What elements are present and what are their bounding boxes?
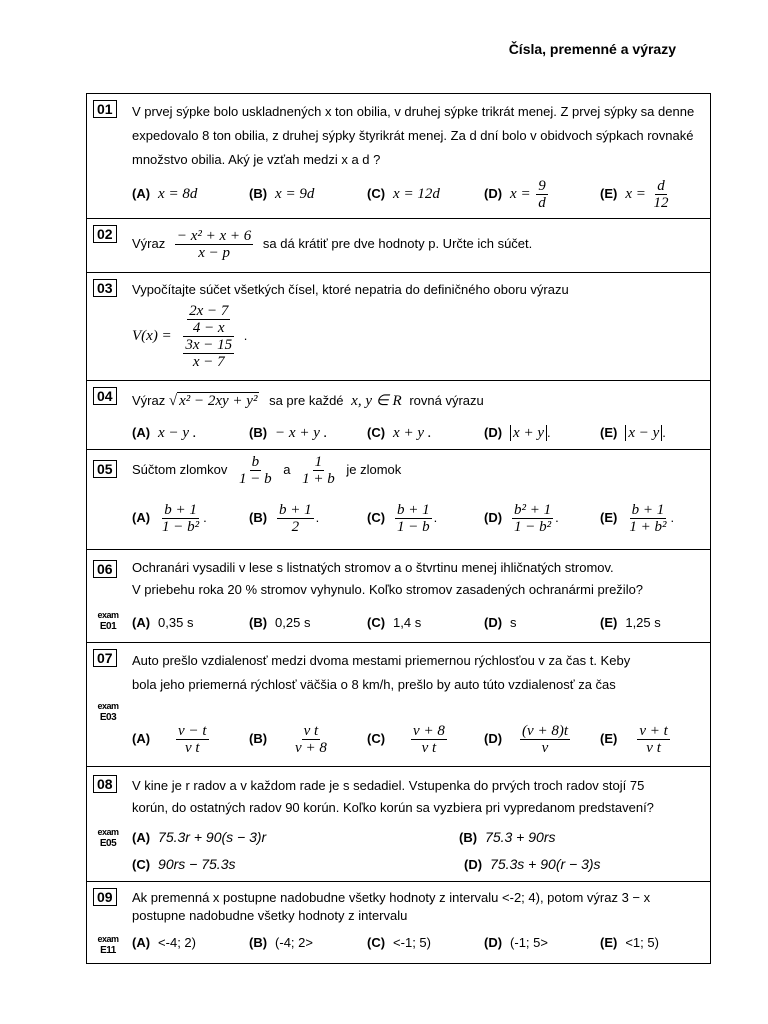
- problem-09: [87, 882, 710, 963]
- answer-a[interactable]: (A) 75.3r + 90(s − 3)r: [132, 829, 267, 845]
- problem-text: Výraz $\frac{\text{− x² + x + 6}}{x - p}$ sa dá krátiť pre dve hodnoty p. Určte ich súčet.: [132, 228, 533, 261]
- problem-number: 02: [93, 225, 117, 243]
- answer-c[interactable]: (C) x + y .: [367, 425, 432, 441]
- answer-e[interactable]: (E) $\frac{v + t}{\text{v t}}$: [600, 723, 668, 756]
- problem-number: 07: [93, 649, 117, 667]
- answer-b[interactable]: (B) 0,25 s: [249, 615, 311, 630]
- problem-text: Ochranári vysadili v lese s listnatých stromov a o štvrtinu menej ihličnatých stromov. V priebehu roka 20 % stromov vyhynulo. Koľko stromov zasadených ochranármi prežilo?: [132, 560, 644, 597]
- exam-tag: exam E03: [97, 701, 119, 723]
- answer-d[interactable]: (D) 75.3s + 90(r − 3)s: [464, 856, 601, 872]
- problem-number: 05: [93, 460, 117, 478]
- problem-text: Výraz √ x² − 2xy + y² sa pre každé x, y ∈ R rovná výrazu: [132, 393, 484, 409]
- answer-a[interactable]: (A) <-4; 2): [132, 935, 196, 950]
- problem-text: Vypočítajte súčet všetkých čísel, ktoré nepatria do definičného oboru výrazu: [132, 282, 569, 297]
- exam-tag: exam E01: [97, 610, 119, 632]
- answer-c[interactable]: (C) x = 12d: [367, 186, 440, 202]
- answer-a[interactable]: (A) x = 8d: [132, 186, 198, 202]
- answer-a[interactable]: (A) $\frac{v - t}{\text{v t}}$: [132, 723, 207, 756]
- problem-08: [87, 767, 710, 882]
- problem-number: 06: [93, 560, 117, 578]
- answer-d[interactable]: (D) (-1; 5>: [484, 935, 548, 950]
- problem-text: Auto prešlo vzdialenosť medzi dvoma mestami priemernou rýchlosťou v za čas t. Keby bola jeho priemerná rýchlosť väčšia o 8 km/h, prešlo by auto túto vzdialenosť za čas: [132, 653, 631, 692]
- answer-a[interactable]: (A) 0,35 s: [132, 615, 194, 630]
- problem-number: 09: [93, 888, 117, 906]
- problem-05: [87, 450, 710, 550]
- problem-04: [87, 381, 710, 450]
- answer-b[interactable]: (B) $\frac{b + 1}{2}$ .: [249, 502, 320, 535]
- problem-text: V prvej sýpke bolo uskladnených x ton obilia, v druhej sýpke trikrát menej. Z prvej sýpky sa denne expedovalo 8 ton obilia, z druhej sýpky štyrikrát menej. Za d dní bolo v obidvoch sýpkach rovnaké množstvo obilia. Aký je vzťah medzi x a d ?: [132, 104, 695, 167]
- problem-text: V kine je r radov a v každom rade je s sedadiel. Vstupenka do prvých troch radov stojí 75 korún, do ostatných radov 90 korún. Koľko korún sa vyzbiera pri vypredanom predstavení?: [132, 778, 654, 815]
- answer-b[interactable]: (B) 75.3 + 90rs: [459, 829, 556, 845]
- problem-sheet: [86, 93, 711, 964]
- problem-text: Súčtom zlomkov $\frac{b}{1 - b}$ a $\frac{1}{1 + b}$ je zlomok: [132, 454, 402, 487]
- answer-d[interactable]: (D) x + y .: [484, 425, 551, 441]
- answer-d[interactable]: (D) s: [484, 615, 517, 630]
- answer-e[interactable]: (E) x = $\frac{d}{12}$: [600, 178, 669, 211]
- answer-b[interactable]: (B) $\frac{\text{v t}}{v + 8}$: [249, 723, 327, 756]
- problem-number: 03: [93, 279, 117, 297]
- answer-d[interactable]: (D) x = $\frac{9}{d}$: [484, 178, 546, 211]
- problem-06: [87, 550, 710, 643]
- exam-tag: exam E11: [97, 934, 119, 956]
- answer-d[interactable]: (D) $\frac{\text{b² + 1}}{\text{1 − b²}}$ .: [484, 502, 559, 535]
- problem-01: [87, 94, 710, 219]
- expression-v: V(x) = $\frac{\frac{2x - 7}{4 - x}}{\frac{3x - 15}{x - 7}}$ .: [132, 303, 248, 370]
- answer-c[interactable]: (C) <-1; 5): [367, 935, 431, 950]
- problem-number: 08: [93, 775, 117, 793]
- problem-text: Ak premenná x postupne nadobudne všetky hodnoty z intervalu <-2; 4), potom výraz 3 − x postupne nadobudne všetky hodnoty z intervalu: [132, 890, 651, 923]
- answer-c[interactable]: (C) $\frac{b + 1}{1 - b}$ .: [367, 502, 438, 535]
- answer-a[interactable]: (A) x − y .: [132, 425, 197, 441]
- answer-b[interactable]: (B) (-4; 2>: [249, 935, 313, 950]
- answer-c[interactable]: (C) 1,4 s: [367, 615, 422, 630]
- page-title: Čísla, premenné a výrazy: [508, 41, 676, 57]
- answer-d[interactable]: (D) $\frac{(v + 8)t}{v}$: [484, 723, 568, 756]
- answer-a[interactable]: (A) $\frac{b + 1}{\text{1 − b²}}$ .: [132, 502, 207, 535]
- answer-e[interactable]: (E) x − y .: [600, 425, 666, 441]
- answer-c[interactable]: (C) $\frac{v + 8}{\text{v t}}$: [367, 723, 445, 756]
- problem-03: [87, 273, 710, 381]
- problem-number: 01: [93, 100, 117, 118]
- answer-e[interactable]: (E) <1; 5): [600, 935, 659, 950]
- answer-e[interactable]: (E) $\frac{b + 1}{\text{1 + b²}}$ .: [600, 502, 675, 535]
- problem-number: 04: [93, 387, 117, 405]
- answer-e[interactable]: (E) 1,25 s: [600, 615, 661, 630]
- answer-c[interactable]: (C) 90rs − 75.3s: [132, 856, 236, 872]
- problem-02: [87, 219, 710, 273]
- answer-b[interactable]: (B) − x + y .: [249, 425, 328, 441]
- problem-07: [87, 643, 710, 767]
- answer-b[interactable]: (B) x = 9d: [249, 186, 315, 202]
- exam-tag: exam E05: [97, 827, 119, 849]
